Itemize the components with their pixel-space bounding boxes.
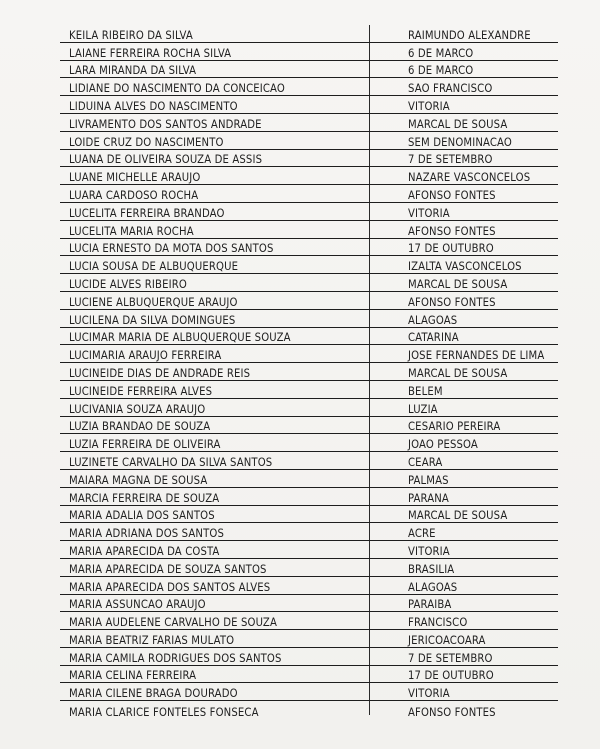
location-name: MARCAL DE SOUSA [408, 277, 508, 291]
location-name: ACRE [408, 527, 436, 541]
table-row [60, 150, 558, 168]
location-name: AFONSO FONTES [408, 295, 496, 309]
table-row [60, 25, 558, 43]
location-name: PARANA [408, 491, 449, 505]
table-row [60, 523, 558, 541]
name-table [60, 25, 558, 719]
location-name: JOSE FERNANDES DE LIMA [408, 349, 545, 363]
location-name: AFONSO FONTES [408, 188, 496, 202]
table-row [60, 96, 558, 114]
person-name: MARIA ASSUNCAO ARAUJO [69, 598, 206, 612]
person-name: LUZIA BRANDAO DE SOUZA [69, 420, 211, 434]
table-row [60, 488, 558, 506]
table-row [60, 666, 558, 684]
person-name: MARIA AUDELENE CARVALHO DE SOUZA [69, 616, 278, 630]
person-name: MAIARA MAGNA DE SOUSA [69, 473, 208, 487]
table-row [60, 78, 558, 96]
person-name: MARIA APARECIDA DOS SANTOS ALVES [69, 580, 271, 594]
person-name: MARIA ADRIANA DOS SANTOS [69, 527, 225, 541]
location-name: 7 DE SETEMBRO [408, 153, 493, 167]
location-name: BRASILIA [408, 562, 455, 576]
location-name: 17 DE OUTUBRO [408, 669, 494, 683]
person-name: LUCINEIDE DIAS DE ANDRADE REIS [69, 366, 251, 380]
location-name: MARCAL DE SOUSA [408, 509, 508, 523]
table-row [60, 630, 558, 648]
person-name: LIDIANE DO NASCIMENTO DA CONCEICAO [69, 82, 285, 96]
location-name: CATARINA [408, 331, 459, 345]
table-row [60, 310, 558, 328]
location-name: LUZIA [408, 402, 438, 416]
person-name: MARIA ADALIA DOS SANTOS [69, 509, 215, 523]
person-name: MARIA APARECIDA DA COSTA [69, 544, 220, 558]
table-row [60, 701, 558, 719]
table-row [60, 132, 558, 150]
person-name: LUCIVANIA SOUZA ARAUJO [69, 402, 206, 416]
table-row [60, 328, 558, 346]
person-name: LUZIA FERREIRA DE OLIVEIRA [69, 438, 221, 452]
table-row [60, 292, 558, 310]
table-row [60, 363, 558, 381]
person-name: LUCIDE ALVES RIBEIRO [69, 277, 187, 291]
person-name: MARCIA FERREIRA DE SOUZA [69, 491, 220, 505]
table-row [60, 683, 558, 701]
table-row [60, 203, 558, 221]
table-row [60, 61, 558, 79]
person-name: LUANE MICHELLE ARAUJO [69, 171, 201, 185]
location-name: ALAGOAS [408, 580, 458, 594]
person-name: LUZINETE CARVALHO DA SILVA SANTOS [69, 455, 273, 469]
location-name: 17 DE OUTUBRO [408, 242, 494, 256]
location-name: JERICOACOARA [408, 633, 486, 647]
location-name: VITORIA [408, 206, 450, 220]
table-row [60, 577, 558, 595]
table-row [60, 239, 558, 257]
person-name: LIVRAMENTO DOS SANTOS ANDRADE [69, 117, 262, 131]
table-row [60, 43, 558, 61]
table-row [60, 114, 558, 132]
location-name: VITORIA [408, 99, 450, 113]
table-row [60, 185, 558, 203]
table-row [60, 221, 558, 239]
person-name: MARIA BEATRIZ FARIAS MULATO [69, 633, 235, 647]
person-name: LUCILENA DA SILVA DOMINGUES [69, 313, 236, 327]
person-name: MARIA APARECIDA DE SOUZA SANTOS [69, 562, 267, 576]
location-name: VITORIA [408, 687, 450, 701]
location-name: NAZARE VASCONCELOS [408, 171, 531, 185]
person-name: MARIA CLARICE FONTELES FONSECA [69, 706, 259, 720]
table-row [60, 559, 558, 577]
location-name: MARCAL DE SOUSA [408, 366, 508, 380]
table-row [60, 381, 558, 399]
person-name: LUCIMARIA ARAUJO FERREIRA [69, 349, 222, 363]
location-name: CESARIO PEREIRA [408, 420, 501, 434]
location-name: ALAGOAS [408, 313, 458, 327]
table-row [60, 434, 558, 452]
location-name: CEARA [408, 455, 443, 469]
person-name: LUCIENE ALBUQUERQUE ARAUJO [69, 295, 238, 309]
table-row [60, 648, 558, 666]
table-row [60, 452, 558, 470]
location-name: PARAIBA [408, 598, 452, 612]
table-row [60, 274, 558, 292]
table-row [60, 506, 558, 524]
person-name: LUANA DE OLIVEIRA SOUZA DE ASSIS [69, 153, 263, 167]
person-name: LUARA CARDOSO ROCHA [69, 188, 199, 202]
table-row [60, 595, 558, 613]
table-row [60, 345, 558, 363]
location-name: VITORIA [408, 544, 450, 558]
person-name: MARIA CILENE BRAGA DOURADO [69, 687, 238, 701]
location-name: AFONSO FONTES [408, 706, 496, 720]
location-name: BELEM [408, 384, 443, 398]
location-name: SAO FRANCISCO [408, 82, 493, 96]
location-name: 6 DE MARCO [408, 46, 474, 60]
person-name: LUCIMAR MARIA DE ALBUQUERQUE SOUZA [69, 331, 291, 345]
location-name: AFONSO FONTES [408, 224, 496, 238]
table-row [60, 612, 558, 630]
table-row [60, 167, 558, 185]
person-name: LUCIA SOUSA DE ALBUQUERQUE [69, 260, 239, 274]
person-name: LUCIA ERNESTO DA MOTA DOS SANTOS [69, 242, 274, 256]
location-name: IZALTA VASCONCELOS [408, 260, 522, 274]
person-name: LIDUINA ALVES DO NASCIMENTO [69, 99, 238, 113]
person-name: LARA MIRANDA DA SILVA [69, 64, 197, 78]
table-row [60, 399, 558, 417]
location-name: JOAO PESSOA [408, 438, 478, 452]
table-row [60, 417, 558, 435]
location-name: MARCAL DE SOUSA [408, 117, 508, 131]
person-name: MARIA CAMILA RODRIGUES DOS SANTOS [69, 651, 282, 665]
table-row [60, 256, 558, 274]
location-name: SEM DENOMINACAO [408, 135, 512, 149]
person-name: LUCELITA FERREIRA BRANDAO [69, 206, 225, 220]
person-name: LUCINEIDE FERREIRA ALVES [69, 384, 213, 398]
table-row [60, 470, 558, 488]
table-row [60, 541, 558, 559]
person-name: LUCELITA MARIA ROCHA [69, 224, 194, 238]
location-name: RAIMUNDO ALEXANDRE [408, 28, 531, 42]
person-name: LAIANE FERREIRA ROCHA SILVA [69, 46, 232, 60]
location-name: 6 DE MARCO [408, 64, 474, 78]
person-name: LOIDE CRUZ DO NASCIMENTO [69, 135, 224, 149]
location-name: PALMAS [408, 473, 449, 487]
location-name: FRANCISCO [408, 616, 468, 630]
location-name: 7 DE SETEMBRO [408, 651, 493, 665]
person-name: KEILA RIBEIRO DA SILVA [69, 28, 193, 42]
person-name: MARIA CELINA FERREIRA [69, 669, 197, 683]
